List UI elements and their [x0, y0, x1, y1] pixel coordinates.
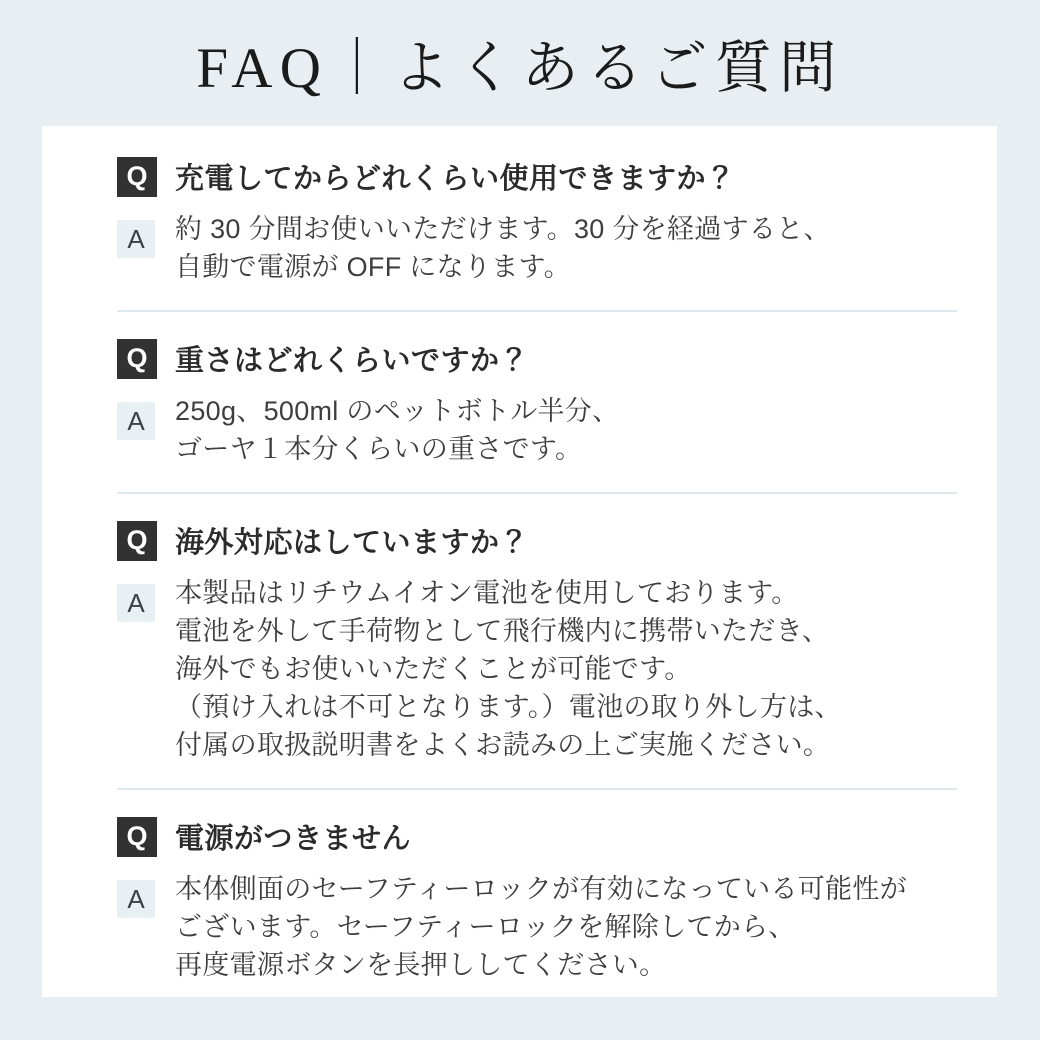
answer-line: （預け入れは不可となります。）電池の取り外し方は、	[175, 692, 842, 722]
question-row	[117, 338, 957, 379]
question-row	[117, 520, 957, 561]
answer-row	[117, 392, 957, 468]
answer-text	[175, 392, 619, 468]
question-row	[117, 156, 957, 197]
question-badge: Q	[117, 339, 157, 379]
answer-badge: A	[117, 402, 155, 440]
answer-badge: A	[117, 880, 155, 918]
question-badge: Q	[117, 817, 157, 857]
answer-line: ゴーヤ１本分くらいの重さです。	[175, 434, 583, 464]
answer-line: 付属の取扱説明書をよくお読みの上ご実施ください。	[175, 730, 831, 760]
answer-row	[117, 870, 957, 984]
question-text: 海外対応はしていますか？	[175, 527, 530, 559]
answer-line: 250g、500ml のペットボトル半分、	[175, 396, 620, 426]
divider	[117, 310, 957, 312]
question-text: 電源がつきません	[175, 823, 412, 855]
question-row	[117, 816, 957, 857]
faq-card	[42, 126, 997, 997]
question-badge: Q	[117, 157, 157, 197]
answer-line: 電池を外して手荷物として飛行機内に携帯いただき、	[175, 616, 830, 646]
answer-line: ございます。セーフティーロックを解除してから、	[175, 912, 796, 942]
page-title: FAQ｜よくあるご質問	[196, 37, 844, 100]
answer-badge: A	[117, 584, 155, 622]
answer-text	[175, 870, 907, 984]
answer-line: 再度電源ボタンを長押ししてください。	[175, 950, 667, 980]
answer-line: 本体側面のセーフティーロックが有効になっている可能性が	[175, 874, 907, 904]
question-text: 重さはどれくらいですか？	[175, 345, 530, 377]
faq-item	[117, 816, 957, 984]
faq-item	[117, 156, 957, 286]
question-badge: Q	[117, 521, 157, 561]
faq-item	[117, 520, 957, 764]
answer-row	[117, 574, 957, 764]
answer-badge: A	[117, 220, 155, 258]
divider	[117, 492, 957, 494]
divider	[117, 788, 957, 790]
question-text: 充電してからどれくらい使用できますか？	[175, 163, 736, 195]
faq-item	[117, 338, 957, 468]
answer-line: 本製品はリチウムイオン電池を使用しております。	[175, 578, 799, 608]
answer-text	[175, 210, 831, 286]
answer-row	[117, 210, 957, 286]
answer-line: 自動で電源が OFF になります。	[175, 252, 571, 282]
answer-line: 約 30 分間お使いいただけます。30 分を経過すると、	[175, 214, 831, 244]
answer-text	[175, 574, 842, 764]
answer-line: 海外でもお使いいただくことが可能です。	[175, 654, 692, 684]
